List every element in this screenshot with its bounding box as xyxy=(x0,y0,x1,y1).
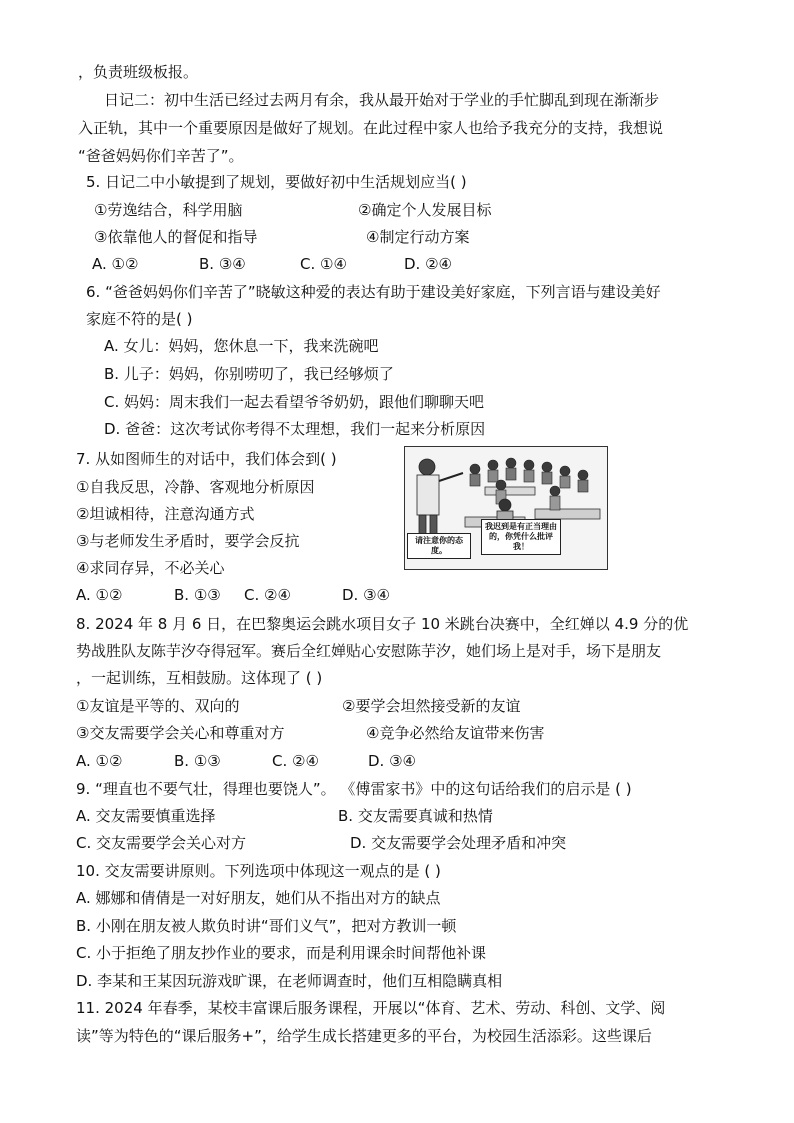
question-8-stem: 8. 2024 年 8 月 6 日，在巴黎奥运会跳水项目女子 10 米跳台决赛中，全红婵以 4.9 分的优 xyxy=(76,615,689,633)
question-8-stem: 势战胜队友陈芋汐夺得冠军。赛后全红婵贴心安慰陈芋汐，她们场上是对手，场下是朋友 xyxy=(76,642,662,660)
question-6-option: A. 女儿：妈妈，您休息一下，我来洗碗吧 xyxy=(104,337,379,355)
question-5-option: B. ③④ xyxy=(199,255,246,273)
question-10-option: B. 小刚在朋友被人欺负时讲“哥们义气”，把对方教训一顿 xyxy=(76,917,457,935)
question-8-option: A. ①② xyxy=(76,752,123,770)
question-6-option: D. 爸爸：这次考试你考得不太理想，我们一起来分析原因 xyxy=(104,420,486,438)
question-8-option: B. ①③ xyxy=(174,752,221,770)
question-7-option: B. ①③ xyxy=(174,586,221,604)
question-9-option: B. 交友需要真诚和热情 xyxy=(338,807,493,825)
text-line: 入正轨，其中一个重要原因是做好了规划。在此过程中家人也给予我充分的支持，我想说 xyxy=(78,119,664,137)
question-5-stem: 5. 日记二中小敏提到了规划，要做好初中生活规划应当( ) xyxy=(86,173,467,191)
question-9-stem: 9. “理直也不要气壮，得理也要饶人”。 《傅雷家书》中的这句话给我们的启示是 ( ) xyxy=(76,780,632,798)
question-10-option: A. 娜娜和倩倩是一对好朋友，她们从不指出对方的缺点 xyxy=(76,889,441,907)
question-7-statement: ②坦诚相待，注意沟通方式 xyxy=(76,505,255,523)
question-7-option: A. ①② xyxy=(76,586,123,604)
question-11-stem: 11. 2024 年春季，某校丰富课后服务课程，开展以“体育、艺术、劳动、科创、文学、阅 xyxy=(76,999,666,1017)
question-6-stem: 家庭不符的是( ) xyxy=(86,310,193,328)
question-8-option: D. ③④ xyxy=(368,752,416,770)
question-5-option: D. ②④ xyxy=(404,255,452,273)
question-6-option: C. 妈妈：周末我们一起去看望爷爷奶奶，跟他们聊聊天吧 xyxy=(104,393,485,411)
question-5-option: A. ①② xyxy=(92,255,139,273)
question-8-option: C. ②④ xyxy=(272,752,319,770)
question-6-option: B. 儿子：妈妈，你别唠叨了，我已经够烦了 xyxy=(104,365,394,383)
question-7-stem: 7. 从如图师生的对话中，我们体会到( ) xyxy=(76,450,337,468)
question-9-option: D. 交友需要学会处理矛盾和冲突 xyxy=(350,834,567,852)
question-9-option: C. 交友需要学会关心对方 xyxy=(76,834,247,852)
question-7-statement: ③与老师发生矛盾时，要学会反抗 xyxy=(76,532,300,550)
question-5-statement: ②确定个人发展目标 xyxy=(358,201,492,219)
question-7-statement: ①自我反思，冷静、客观地分析原因 xyxy=(76,478,315,496)
question-8-stem: ，一起训练，互相鼓励。这体现了 ( ) xyxy=(76,669,323,687)
question-8-statement: ②要学会坦然接受新的友谊 xyxy=(342,697,521,715)
question-10-option: D. 李某和王某因玩游戏旷课，在老师调查时，他们互相隐瞒真相 xyxy=(76,972,503,990)
question-8-statement: ①友谊是平等的、双向的 xyxy=(76,697,240,715)
student-speech-bubble: 我迟到是有正当理由的，你凭什么批评我！ xyxy=(481,519,561,555)
question-7-option: C. ②④ xyxy=(244,586,291,604)
teacher-speech-bubble: 请注意你的态度。 xyxy=(407,533,471,559)
question-5-statement: ①劳逸结合，科学用脑 xyxy=(94,201,243,219)
question-9-option: A. 交友需要慎重选择 xyxy=(76,807,216,825)
question-10-option: C. 小于拒绝了朋友抄作业的要求，而是利用课余时间帮他补课 xyxy=(76,944,487,962)
question-5-statement: ④制定行动方案 xyxy=(366,228,470,246)
question-7-option: D. ③④ xyxy=(342,586,390,604)
text-line: “爸爸妈妈你们辛苦了”。 xyxy=(78,147,244,165)
text-line: ，负责班级板报。 xyxy=(78,63,199,81)
question-5-statement: ③依靠他人的督促和指导 xyxy=(94,228,258,246)
question-10-stem: 10. 交友需要讲原则。下列选项中体现这一观点的是 ( ) xyxy=(76,862,441,880)
question-7-statement: ④求同存异，不必关心 xyxy=(76,559,225,577)
question-11-stem: 读”等为特色的“课后服务+”，给学生成长搭建更多的平台，为校园生活添彩。这些课后 xyxy=(76,1027,652,1045)
text-line: 日记二：初中生活已经过去两月有余，我从最开始对于学业的手忙脚乱到现在渐渐步 xyxy=(104,91,660,109)
question-5-option: C. ①④ xyxy=(300,255,347,273)
classroom-illustration xyxy=(404,446,608,570)
question-8-statement: ③交友需要学会关心和尊重对方 xyxy=(76,724,285,742)
question-6-stem: 6. “爸爸妈妈你们辛苦了”晓敏这种爱的表达有助于建设美好家庭，下列言语与建设美好 xyxy=(86,283,661,301)
question-8-statement: ④竞争必然给友谊带来伤害 xyxy=(366,724,545,742)
